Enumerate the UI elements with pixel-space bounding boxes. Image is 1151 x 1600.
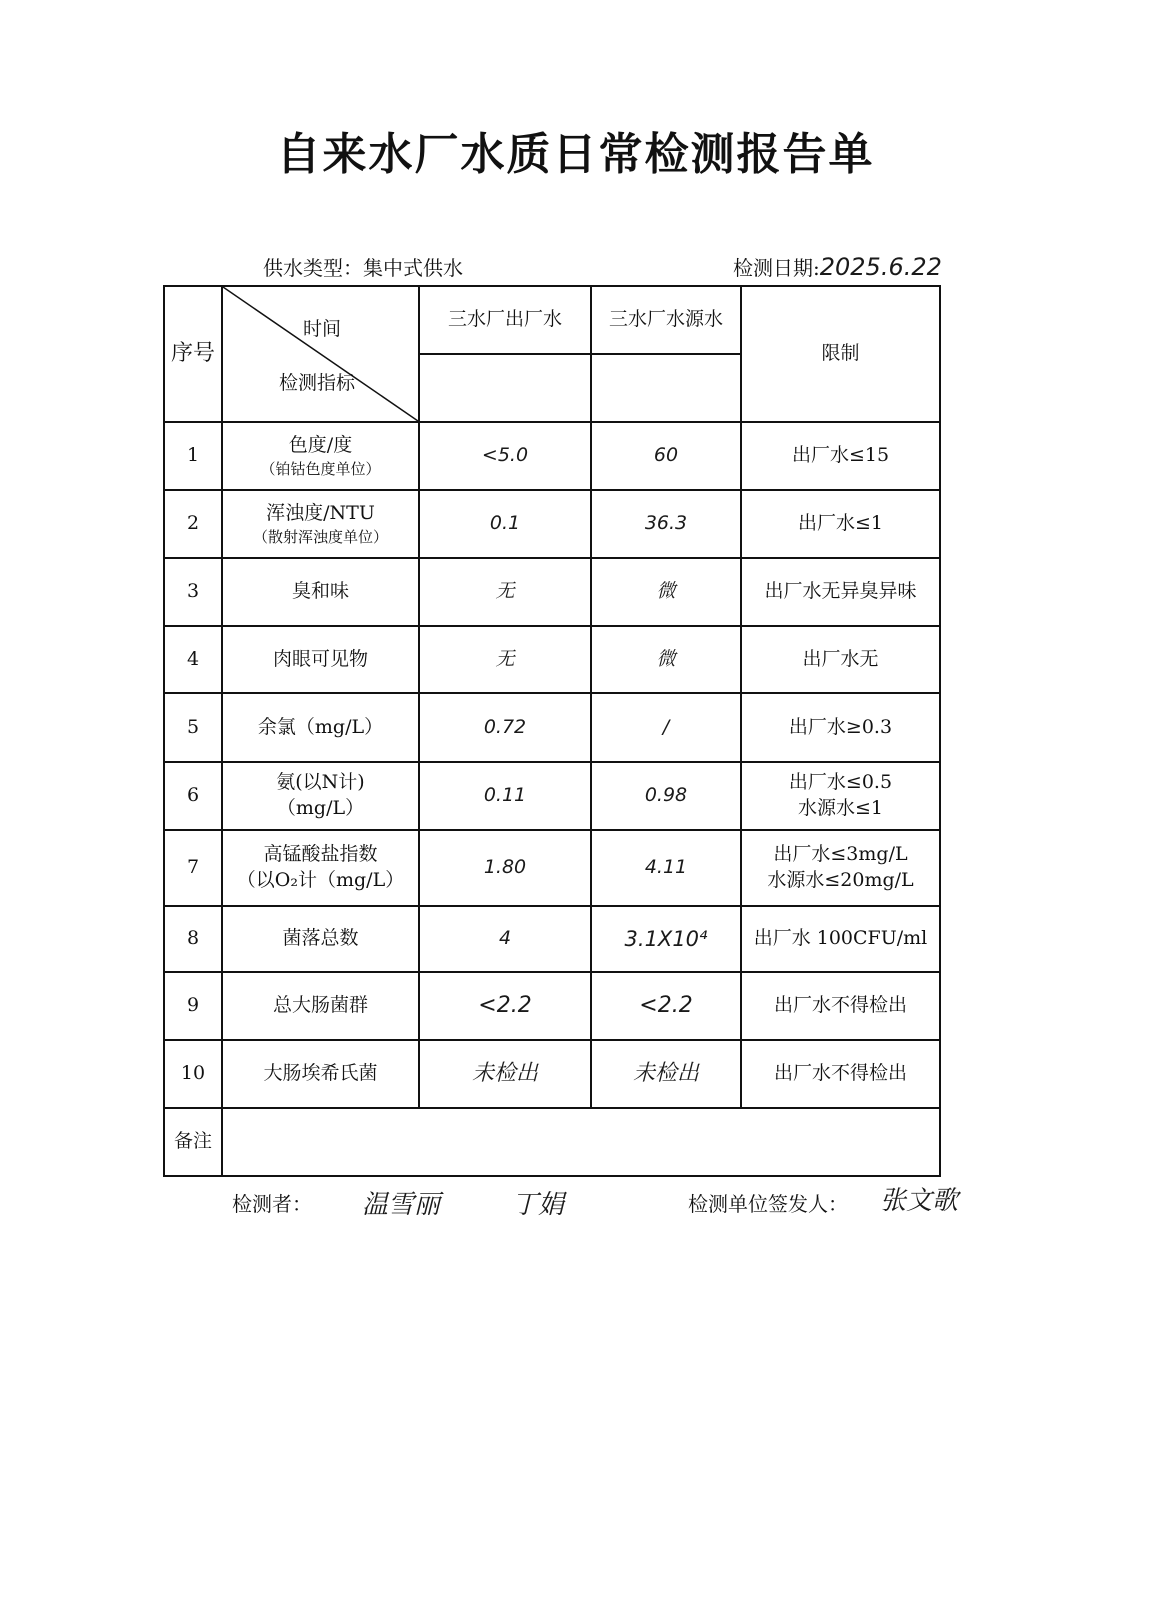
value-source: 3.1X10⁴ (591, 906, 741, 972)
row-limit (741, 762, 940, 830)
row-limit (741, 558, 940, 626)
header-col1-blank (419, 354, 591, 422)
indicator-name: 肉眼可见物 (272, 647, 368, 670)
value-outlet: 0.1 (419, 490, 591, 558)
row-indicator (222, 490, 419, 558)
header-time: 时间 (303, 318, 342, 340)
value-outlet: <2.2 (419, 972, 591, 1040)
row-seq: 8 (164, 906, 222, 972)
header-corner (222, 286, 419, 422)
value-outlet: 未检出 (419, 1040, 591, 1108)
row-limit (741, 906, 940, 972)
date-value: 2025.6.22 (819, 253, 942, 281)
value-outlet: 无 (419, 626, 591, 693)
header-row-1 (164, 286, 940, 354)
table-row (164, 490, 940, 558)
value-outlet: 0.72 (419, 693, 591, 762)
value-outlet: 0.11 (419, 762, 591, 830)
row-seq: 4 (164, 626, 222, 693)
value-source: / (591, 693, 741, 762)
value-source: 未检出 (591, 1040, 741, 1108)
indicator-name: 臭和味 (291, 580, 349, 603)
row-indicator (222, 693, 419, 762)
report-table (163, 285, 941, 1177)
row-indicator (222, 906, 419, 972)
row-limit (741, 490, 940, 558)
row-indicator (222, 1040, 419, 1108)
table-row (164, 693, 940, 762)
value-source: 4.11 (591, 830, 741, 906)
row-seq: 9 (164, 972, 222, 1040)
limit-line-1: 出厂水无异臭异味 (764, 580, 917, 603)
row-seq: 2 (164, 490, 222, 558)
row-indicator (222, 626, 419, 693)
indicator-name: 菌落总数 (282, 927, 359, 950)
row-limit (741, 693, 940, 762)
limit-line-1: 出厂水不得检出 (773, 1062, 907, 1085)
value-source: 36.3 (591, 490, 741, 558)
report-title: 自来水厂水质日常检测报告单 (276, 129, 875, 180)
diagonal-line (223, 287, 418, 421)
issuer-label: 检测单位签发人： (688, 1192, 848, 1216)
tester-label: 检测者： (232, 1192, 312, 1216)
indicator-unit: （以O₂计（mg/L） (236, 869, 405, 891)
table-row (164, 762, 940, 830)
indicator-name: 大肠埃希氏菌 (263, 1062, 378, 1085)
limit-line-2: 水源水≤1 (797, 797, 883, 819)
value-source: 0.98 (591, 762, 741, 830)
table-row (164, 906, 940, 972)
value-outlet: 1.80 (419, 830, 591, 906)
header-col2: 三水厂水源水 (591, 286, 741, 354)
indicator-unit: （散射浑浊度单位） (252, 527, 388, 546)
limit-line-1: 出厂水≤3mg/L (773, 843, 908, 866)
table-row (164, 422, 940, 490)
header-indicator: 检测指标 (279, 372, 356, 394)
remark-label: 备注 (164, 1108, 222, 1176)
row-indicator (222, 422, 419, 490)
row-limit (741, 626, 940, 693)
remark-row (164, 1108, 940, 1176)
limit-line-1: 出厂水≥0.3 (788, 715, 893, 738)
limit-line-1: 出厂水≤15 (791, 444, 890, 467)
header-col2-blank (591, 354, 741, 422)
value-source: <2.2 (591, 972, 741, 1040)
row-seq: 1 (164, 422, 222, 490)
row-seq: 10 (164, 1040, 222, 1108)
tester-signature-2: 丁娟 (512, 1190, 565, 1220)
header-col1: 三水厂出厂水 (419, 286, 591, 354)
table-row (164, 558, 940, 626)
indicator-unit: （铂钴色度单位） (260, 459, 381, 478)
row-limit (741, 830, 940, 906)
table-row (164, 1040, 940, 1108)
value-source: 微 (591, 558, 741, 626)
header-seq: 序号 (164, 286, 222, 422)
table-row (164, 830, 940, 906)
value-outlet: 无 (419, 558, 591, 626)
row-limit (741, 972, 940, 1040)
value-source: 微 (591, 626, 741, 693)
indicator-name: 余氯（mg/L） (257, 715, 384, 738)
row-indicator (222, 830, 419, 906)
limit-line-1: 出厂水无 (802, 647, 879, 670)
row-limit (741, 1040, 940, 1108)
indicator-name: 高锰酸盐指数 (263, 843, 378, 866)
date-label: 检测日期: (733, 256, 820, 280)
table-row (164, 626, 940, 693)
header-limit: 限制 (741, 286, 940, 422)
test-date (733, 252, 942, 281)
indicator-name: 氨(以N计) (276, 771, 365, 794)
row-seq: 7 (164, 830, 222, 906)
limit-line-2: 水源水≤20mg/L (767, 869, 914, 891)
row-indicator (222, 558, 419, 626)
value-source: 60 (591, 422, 741, 490)
limit-line-1: 出厂水≤0.5 (788, 771, 893, 794)
limit-line-1: 出厂水≤1 (797, 512, 883, 535)
value-outlet: <5.0 (419, 422, 591, 490)
limit-line-1: 出厂水 100CFU/ml (753, 927, 928, 950)
indicator-unit: （mg/L） (276, 797, 365, 819)
issuer-signature: 张文歌 (880, 1186, 959, 1216)
row-indicator (222, 972, 419, 1040)
row-limit (741, 422, 940, 490)
indicator-name: 浑浊度/NTU (266, 502, 375, 525)
row-seq: 5 (164, 693, 222, 762)
row-indicator (222, 762, 419, 830)
indicator-name: 总大肠菌群 (272, 994, 368, 1017)
row-seq: 3 (164, 558, 222, 626)
limit-line-1: 出厂水不得检出 (773, 994, 907, 1017)
indicator-name: 色度/度 (288, 434, 353, 457)
row-seq: 6 (164, 762, 222, 830)
value-outlet: 4 (419, 906, 591, 972)
tester-signature-1: 温雪丽 (362, 1190, 441, 1220)
table-row (164, 972, 940, 1040)
remark-value (222, 1108, 940, 1176)
supply-type: 供水类型：集中式供水 (263, 256, 463, 280)
